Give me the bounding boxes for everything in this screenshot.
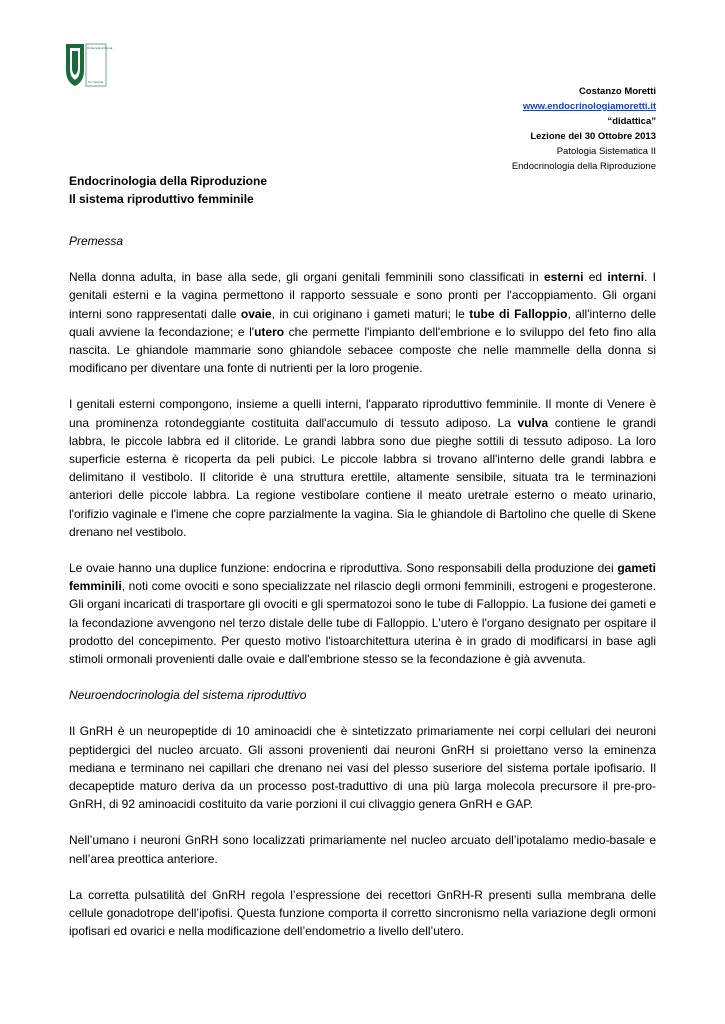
course-name: Patologia Sistematica II [556,146,656,157]
author-name: Costanzo Moretti [578,86,656,97]
bold-term: tube di Falloppio [469,306,568,321]
text-run: che permette l'impianto dell'embrione e lo sviluppo del feto fino alla nascita. Le ghiandole mammarie sono ghiandole sebacee composte che nelle mammelle della donna si modificano per diventare una fonte di nutrienti per la loro progenie. [69,324,656,376]
paragraph [69,268,656,377]
paragraph [69,559,656,668]
bold-term: interni [607,270,645,285]
text-run: , all'interno delle quali avviene la fecondazione; e l' [69,306,657,339]
title-line-1: Endocrinologia della Riproduzione [69,174,268,188]
section-heading-premessa: Premessa [69,234,124,248]
text-run: Nella donna adulta, in base alla sede, gli organi genitali femminili sono classificati in [69,270,545,285]
paragraph: Il GnRH è un neuropeptide di 10 aminoacidi che è sintetizzato primariamente nei corpi cellulari dei neuroni peptidergici del nucleo arcuato. Gli assoni provenienti dai neuroni GnRH si proiettano verso la eminenza mediana e terminano nei capillari che drenano nei vasi del plesso suseriore del sistema portale ipofisario. Il decapeptide maturo deriva da un processo post-traduttivo di una più larga molecola precursore il pre-pro-GnRH, di 92 aminoacidi costituito da varie porzioni il cui clivaggio genera GnRH e GAP. [69,724,656,812]
text-run: , noti come ovociti e sono specializzate nel rilascio degli ormoni femminili, estrogeni e progesterone. Gli organi incaricati di trasportare gli ovociti e gli spermatozoi sono le tube di Falloppio. La fusione dei gameti e la fecondazione avvengono nel terzo distale delle tube di Falloppio. L'utero è l'organo designato per ospitare il prodotto del concepimento. Per questo motivo l'istoarchitettura uterina è in grado di modificarsi in base agli stimoli ormonali provenienti dalle ovaie e dall'embrione stesso se la fecondazione è già avvenuta. [69,579,656,667]
text-run: , in cui originano i gameti maturi; le [271,306,470,321]
text-run: ed [583,270,608,285]
paragraph [69,395,656,541]
title-line-2: Il sistema riproduttivo femminile [69,192,254,206]
bold-term: gameti femminili [69,561,656,594]
document-header [512,84,656,174]
text-run: . I genitali esterni e la vagina permettono il rapporto sessuale e sono pronti per l'accoppiamento. Gli organi interni sono rappresentati dalle [69,270,656,321]
bold-term: ovaie [240,306,272,321]
logo-text-top: Università di Roma [87,46,113,50]
section-heading-neuroendocrinologia: Neuroendocrinologia del sistema riproduttivo [69,688,307,703]
text-run: I genitali esterni compongono, insieme a quelli interni, l'apparato riproduttivo femminile. Il monte di Venere è una prominenza rotondeggiante costituita dall'accumulo di tessuto adiposo. La [69,397,656,430]
text-run: Le ovaie hanno una duplice funzione: endocrina e riproduttiva. Sono responsabili della produzione dei [69,561,618,576]
bold-term: esterni [544,270,584,285]
category-label: “didattica” [607,116,656,127]
lecture-date: Lezione del 30 Ottobre 2013 [530,131,656,142]
paragraph: La corretta pulsatilità del GnRH regola l’espressione dei recettori GnRH-R presenti sulla membrana delle cellule gonadotrope dell’ipofisi. Questa funzione comporta il corretto sincronismo nella variazione degli ormoni ipofisari ed ovarici e nella modificazione dell’endometrio a livello dell’utero. [69,887,656,939]
university-logo [64,42,113,88]
document-body [69,232,656,959]
bold-term: vulva [517,415,549,430]
document-title [69,172,267,208]
text-run: contiene le grandi labbra, le piccole labbra ed il clitoride. Le grandi labbra sono due pieghe sottili di tessuto adiposo. La loro superficie esterna è ricoperta da peli pubici. Le piccole labbra si trovano all'interno delle grandi labbra e delimitano il vestibolo. Il clitoride è una struttura erettile, altamente sensibile, situata tra le terminazioni anteriori delle piccole labbra. La regione vestibolare contiene il meato uretrale esterno o meato urinario, l'orifizio vaginale e l'imene che copre parzialmente la vagina. Sia le ghiandole di Bartolino che quelle di Skene drenano nel vestibolo. [69,415,656,539]
logo-text-bottom: Tor Vergata [88,80,104,84]
bold-term: utero [254,324,285,339]
subject-name: Endocrinologia della Riproduzione [511,161,656,172]
paragraph: Nell’umano i neuroni GnRH sono localizzati primariamente nel nucleo arcuato dell’ipotalamo medio-basale e nell’area preottica anteriore. [69,833,656,866]
website-link[interactable]: www.endocrinologiamoretti.it [522,101,656,112]
